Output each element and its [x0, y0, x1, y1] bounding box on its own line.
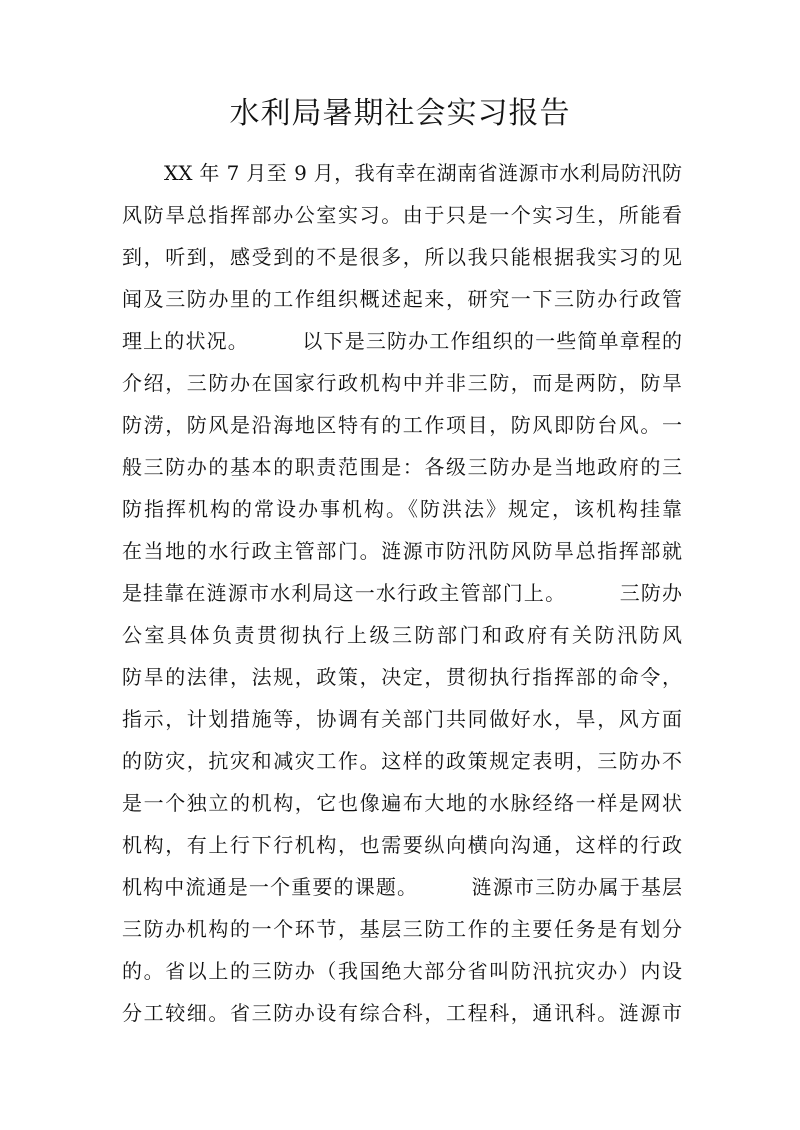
body-line: 在当地的水行政主管部门。涟源市防汛防风防旱总指挥部就 — [122, 539, 682, 563]
body-line: 机构，有上行下行机构，也需要纵向横向沟通，这样的行政 — [122, 833, 682, 857]
body-line: 般三防办的基本的职责范围是：各级三防办是当地政府的三 — [122, 455, 682, 479]
body-line: 是挂靠在涟源市水利局这一水行政主管部门上。 三防办 — [122, 581, 682, 605]
body-line: 防涝，防风是沿海地区特有的工作项目，防风即防台风。一 — [122, 413, 682, 437]
report-body — [122, 152, 682, 1034]
body-line: 理上的状况。 以下是三防办工作组织的一些简单章程的 — [122, 329, 682, 353]
body-line: 防旱的法律，法规，政策，决定，贯彻执行指挥部的命令， — [122, 665, 682, 689]
body-line: 到，听到，感受到的不是很多，所以我只能根据我实习的见 — [122, 245, 682, 269]
body-line: 防指挥机构的常设办事机构。《防洪法》规定，该机构挂靠 — [122, 497, 682, 521]
body-line: 的防灾，抗灾和减灾工作。这样的政策规定表明，三防办不 — [122, 749, 682, 773]
body-line: 闻及三防办里的工作组织概述起来，研究一下三防办行政管 — [122, 287, 682, 311]
body-line: 指示，计划措施等，协调有关部门共同做好水，旱，风方面 — [122, 707, 682, 731]
body-line: 是一个独立的机构，它也像遍布大地的水脉经络一样是网状 — [122, 791, 682, 815]
page-title: 水利局暑期社会实习报告 — [229, 96, 571, 131]
body-line: 介绍，三防办在国家行政机构中并非三防，而是两防，防旱 — [122, 371, 682, 395]
body-line: XX 年 7 月至 9 月，我有幸在湖南省涟源市水利局防汛防 — [164, 161, 682, 185]
body-line: 分工较细。省三防办设有综合科，工程科，通讯科。涟源市 — [122, 1001, 682, 1025]
body-line: 机构中流通是一个重要的课题。 涟源市三防办属于基层 — [122, 875, 682, 899]
body-line: 三防办机构的一个环节，基层三防工作的主要任务是有划分 — [122, 917, 682, 941]
body-line: 公室具体负责贯彻执行上级三防部门和政府有关防汛防风 — [122, 623, 682, 647]
body-line: 的。省以上的三防办（我国绝大部分省叫防汛抗灾办）内设 — [122, 959, 682, 983]
body-line: 风防旱总指挥部办公室实习。由于只是一个实习生，所能看 — [122, 203, 682, 227]
